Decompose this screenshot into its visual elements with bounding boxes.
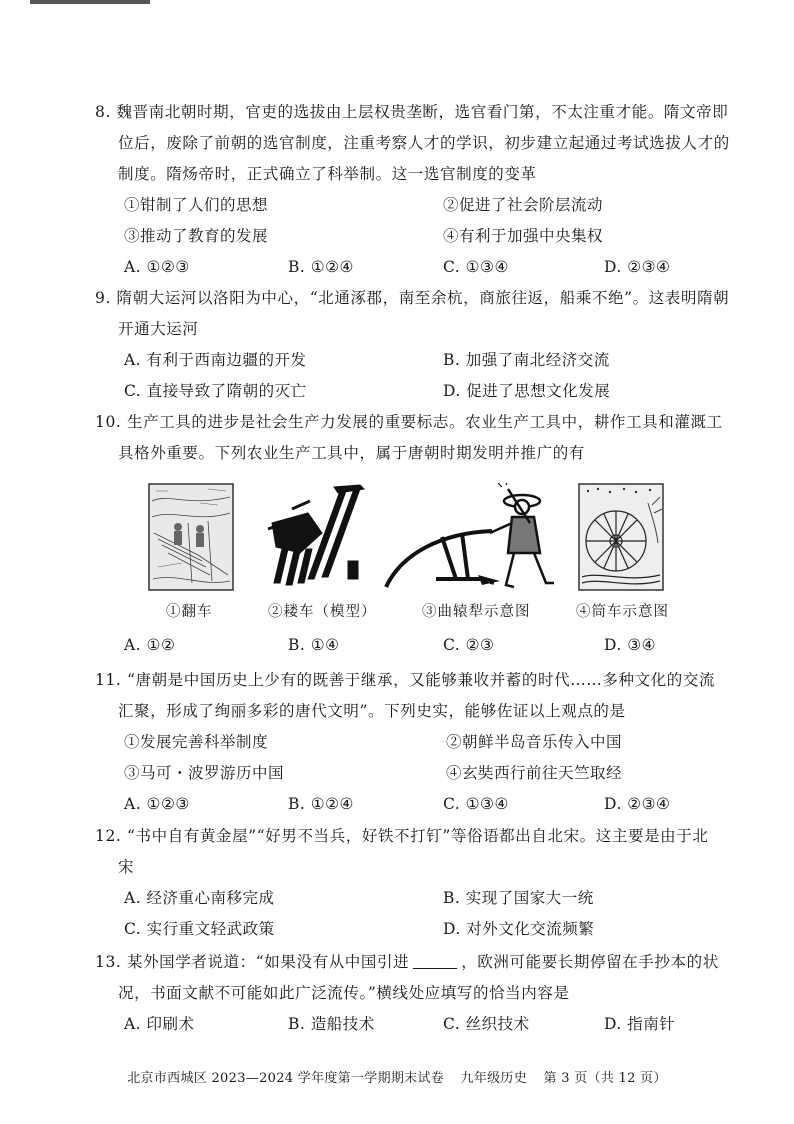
q12-line-1: 12. “书中自有黄金屋”“好男不当兵，好铁不打钉”等俗语都出自北宋。这主要是由于北 xyxy=(95,827,709,845)
footer-page-number: 第 3 页（共 12 页） xyxy=(543,1071,667,1086)
q10-option-c: C. ②③ xyxy=(443,636,495,654)
q12-option-c: C. 实行重文轻武政策 xyxy=(124,920,275,938)
q9-option-b: B. 加强了南北经济交流 xyxy=(443,351,610,369)
q8-option-c: C. ①③④ xyxy=(443,258,509,276)
q8-line-3: 制度。隋炀帝时，正式确立了科举制。这一选官制度的变革 xyxy=(118,165,537,183)
q8-item-3: ③推动了教育的发展 xyxy=(124,227,269,245)
q13-line-1-end: ，欧洲可能要长期停留在手抄本的状 xyxy=(461,953,719,971)
q13-option-d: D. 指南针 xyxy=(604,1015,676,1033)
q8-item-1: ①钳制了人们的思想 xyxy=(124,196,269,214)
q11-option-b: B. ①②④ xyxy=(288,795,354,813)
q11-item-3: ③马可・波罗游历中国 xyxy=(124,764,285,782)
q13-option-c: C. 丝织技术 xyxy=(443,1015,530,1033)
curved-shaft-plough-image xyxy=(382,483,562,591)
footer-exam-title: 北京市西城区 2023—2024 学年度第一学期期末试卷 xyxy=(127,1071,445,1086)
q9-option-c: C. 直接导致了隋朝的灭亡 xyxy=(124,382,307,400)
q8-line-1: 8. 魏晋南北朝时期，官吏的选拔由上层权贵垄断，选官看门第，不太注重才能。隋文帝即 xyxy=(95,103,729,121)
q13-line-2: 况，书面文献不可能如此广泛流传。”横线处应填写的恰当内容是 xyxy=(118,984,570,1002)
q11-option-a: A. ①②③ xyxy=(124,795,190,813)
page-footer xyxy=(0,1067,794,1086)
q9-line-1: 9. 隋朝大运河以洛阳为中心，“北通涿郡，南至余杭，商旅往返，船乘不绝”。这表明隋朝 xyxy=(95,289,730,307)
figure-2-caption: ②耧车（模型） xyxy=(268,604,377,620)
q11-line-1: 11. “唐朝是中国历史上少有的既善于继承，又能够兼收并蓄的时代……多种文化的交流 xyxy=(95,671,716,689)
square-pallet-chain-pump-image xyxy=(148,483,234,591)
q9-option-a: A. 有利于西南边疆的开发 xyxy=(124,351,307,369)
q8-item-4: ④有利于加强中央集权 xyxy=(443,227,604,245)
q10-line-2: 具格外重要。下列农业生产工具中，属于唐朝时期发明并推广的有 xyxy=(118,444,585,462)
q11-item-2: ②朝鲜半岛音乐传入中国 xyxy=(446,733,623,751)
footer-subject: 九年级历史 xyxy=(460,1071,528,1086)
q10-option-a: A. ①② xyxy=(124,636,176,654)
q11-item-4: ④玄奘西行前往天竺取经 xyxy=(446,764,623,782)
tube-water-wheel-image xyxy=(578,483,664,591)
figure-3-caption: ③曲辕犁示意图 xyxy=(422,604,531,620)
scan-edge-mark xyxy=(30,0,150,4)
q13-option-b: B. 造船技术 xyxy=(288,1015,375,1033)
q11-option-d: D. ②③④ xyxy=(604,795,671,813)
q10-option-b: B. ①④ xyxy=(288,636,340,654)
q12-option-b: B. 实现了国家大一统 xyxy=(443,889,594,907)
q13-answer-blank xyxy=(413,954,457,969)
seed-drill-model-image xyxy=(262,483,374,591)
q8-option-b: B. ①②④ xyxy=(288,258,354,276)
q8-option-d: D. ②③④ xyxy=(604,258,671,276)
q9-line-2: 开通大运河 xyxy=(118,320,199,338)
q8-item-2: ②促进了社会阶层流动 xyxy=(443,196,604,214)
q9-option-d: D. 促进了思想文化发展 xyxy=(443,382,611,400)
q12-option-d: D. 对外文化交流频繁 xyxy=(443,920,595,938)
q10-option-d: D. ③④ xyxy=(604,636,657,654)
figure-4-caption: ④筒车示意图 xyxy=(576,604,669,620)
q11-line-2: 汇聚，形成了绚丽多彩的唐代文明”。下列史实，能够佐证以上观点的是 xyxy=(118,702,626,720)
q13-option-a: A. 印刷术 xyxy=(124,1015,195,1033)
q12-line-2: 宋 xyxy=(118,858,135,876)
q11-item-1: ①发展完善科举制度 xyxy=(124,733,269,751)
figure-1-caption: ①翻车 xyxy=(166,604,213,620)
q13-line-1 xyxy=(95,952,719,972)
q8-option-a: A. ①②③ xyxy=(124,258,190,276)
q12-option-a: A. 经济重心南移完成 xyxy=(124,889,275,907)
q13-line-1-start: 13. 某外国学者说道：“如果没有从中国引进 xyxy=(95,953,410,971)
q11-option-c: C. ①③④ xyxy=(443,795,509,813)
q10-line-1: 10. 生产工具的进步是社会生产力发展的重要标志。农业生产工具中，耕作工具和灌溉工 xyxy=(95,413,723,431)
q8-line-2: 位后，废除了前朝的选官制度，注重考察人才的学识，初步建立起通过考试选拔人才的 xyxy=(118,134,730,152)
